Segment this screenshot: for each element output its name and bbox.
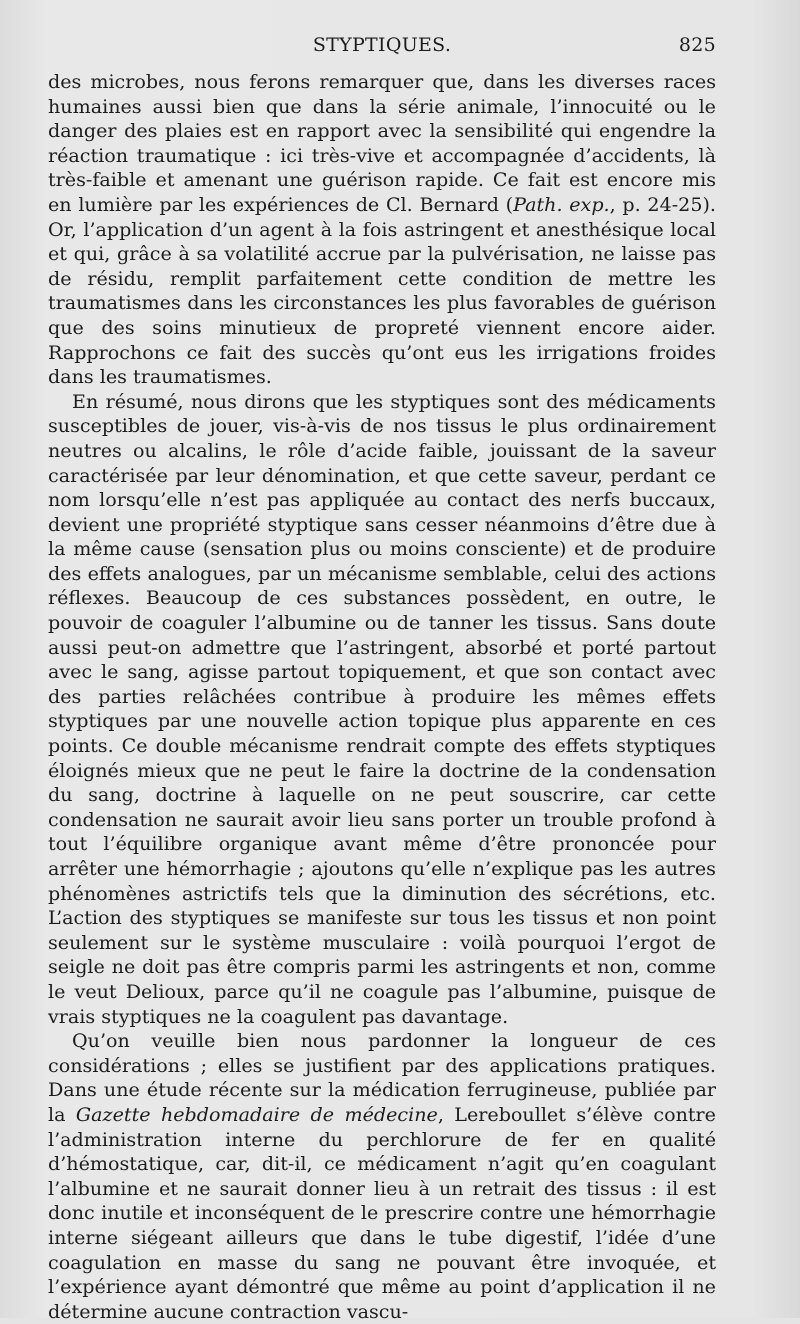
text-run: des microbes, nous ferons remarquer que, dans les diverses races humaines aussi bien que dans la série animale, l’innocuité ou le danger des plaies est en rapport avec la sensibilité qui engendre la réaction traumatique : ici très-vive et accompagnée d’accidents, là très-faible et amenant une guérison rapide. Ce fait est encore mis en lumière par les expériences de Cl. Bernard (: [48, 70, 716, 216]
text-run: En résumé, nous dirons que les styptiques sont des médicaments susceptibles de jouer, vis-à-vis de nos tissus le plus ordinairement neutres ou alcalins, le rôle d’acide faible, jouissant de la saveur caractérisée par leur dénomination, et que cette saveur, perdant ce nom lorsqu’elle n’est pas appliquée au contact des nerfs buccaux, devient une propriété styptique sans cesser néanmoins d’être due à la même cause (sensation plus ou moins consciente) et de produire des effets analogues, par un mécanisme semblable, celui des actions réflexes. Beaucoup de ces substances possèdent, en outre, le pouvoir de coaguler l’albumine ou de tanner les tissus. Sans doute aussi peut-on admettre que l’astringent, absorbé et porté partout avec le sang, agisse partout topiquement, et que son contact avec des parties relâchées contribue à produire les mêmes effets styptiques par une nouvelle action topique plus apparente en ces points. Ce double mécanisme rendrait compte des effets styptiques éloignés mieux que ne peut le faire la doctrine de la condensation du sang, doctrine à laquelle on ne peut souscrire, car cette condensation ne saurait avoir lieu sans porter un trouble profond à tout l’équilibre organique avant même d’être prononcée pour arrêter une hémorrhagie ; ajoutons qu’elle n’explique pas les autres phénomènes astrictifs tels que la diminution des sécrétions, etc. L’action des styptiques se manifeste sur tous les tissus et non point seulement sur le système musculaire : voilà pourquoi l’ergot de seigle ne doit pas être compris parmi les astringents et non, comme le veut Delioux, parce qu’il ne coagule pas l’albumine, puisque de vrais styptiques ne la coagulent pas davantage.: [48, 389, 716, 1028]
text-run: , Lereboullet s’élève contre l’administration interne du perchlorure de fer en qualité d’hémostatique, car, dit-il, ce médicament n’agit qu’en coagulant l’albumine et ne saurait donner lieu à un retrait des tissus : il est donc inutile et inconséquent de le prescrire contre une hémorrhagie interne siégeant ailleurs que dans le tube digestif, l’idée d’une coagulation en masse du sang ne pouvant être invoquée, et l’expérience ayant démontré que même au point d’application il ne détermine aucune contraction vascu-: [48, 1102, 716, 1323]
paragraph-2: [48, 390, 716, 1029]
italic-run: Gazette hebdomadaire de médecine: [75, 1102, 438, 1126]
page-number: 825: [678, 34, 716, 56]
paragraph-1: [48, 70, 716, 390]
running-title: STYPTIQUES.: [312, 34, 452, 56]
running-header: [48, 34, 716, 60]
text-run: Qu’on veuille bien nous pardonner la longueur de ces considérations ; elles se justifient par des applications pratiques. Dans une étude récente sur la médication ferrugineuse, publiée par la: [48, 1029, 716, 1126]
page-body: [48, 70, 716, 1324]
italic-run: Path. exp.: [513, 192, 610, 216]
text-run: , p. 24-25). Or, l’application d’un agent à la fois astringent et anesthésique local et qui, grâce à sa volatilité accrue par la pulvérisation, ne laisse pas de résidu, remplit parfaitement cette condition de mettre les traumatismes dans les circonstances les plus favorables de guérison que des soins minutieux de propreté viennent encore aider. Rapprochons ce fait des succès qu’ont eus les irrigations froides dans les traumatismes.: [48, 192, 716, 389]
paragraph-3: [48, 1029, 716, 1324]
